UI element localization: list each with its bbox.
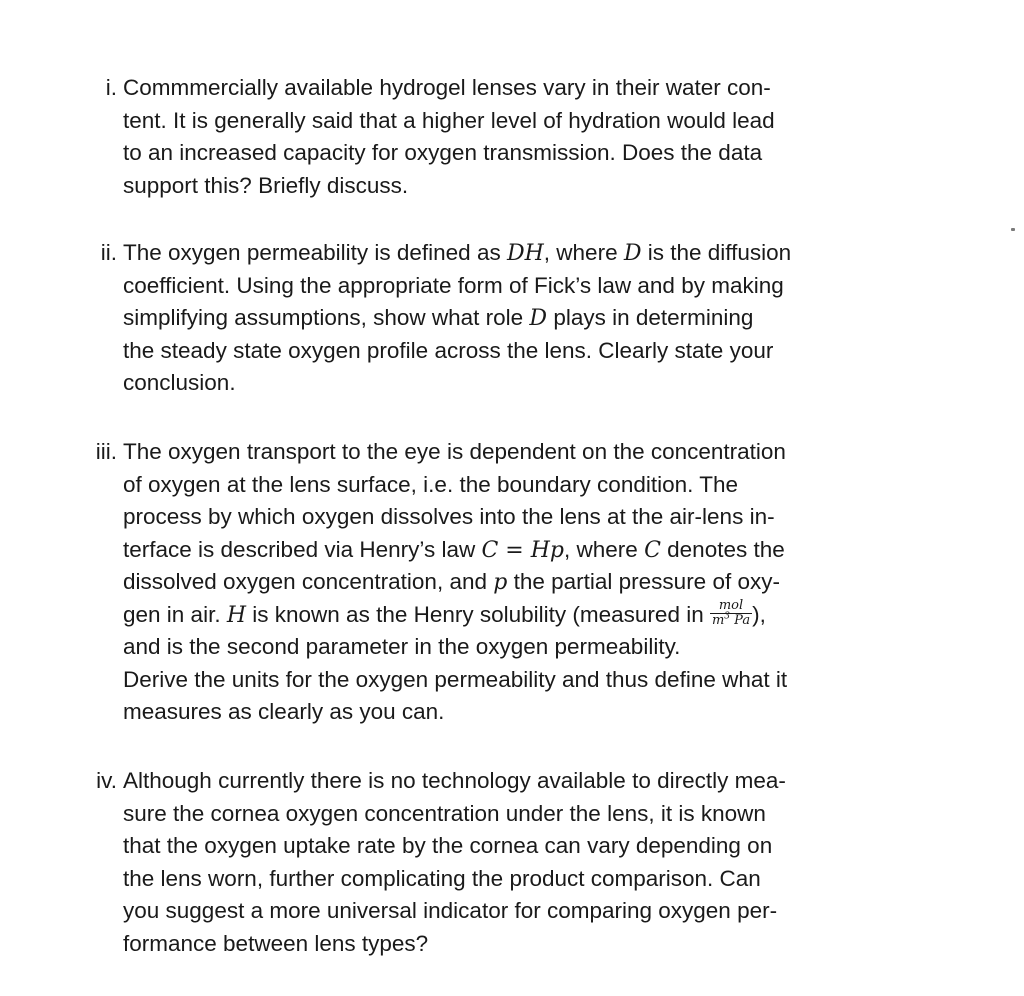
item-text-line: measures as clearly as you can.: [123, 699, 445, 724]
item-text-line: [123, 566, 780, 600]
text-span: The oxygen permeability is defined as: [123, 240, 507, 265]
text-span: dissolved oxygen concentration, and: [123, 569, 494, 594]
math-variable-dh: DH: [506, 241, 544, 266]
item-text-line: coefficient. Using the appropriate form of Fick’s law and by making: [123, 272, 784, 298]
item-text-line: support this? Briefly discuss.: [123, 172, 409, 198]
item-marker: iv.: [96, 768, 117, 793]
item-text-line: The oxygen transport to the eye is dependent on the concentration: [123, 439, 786, 464]
item-text-line: the steady state oxygen profile across the lens. Clearly state your: [123, 337, 774, 363]
item-text-line: [123, 534, 785, 568]
units-fraction: [710, 599, 752, 628]
text-span: gen in air.: [123, 601, 227, 627]
text-span: is known as the Henry solubility (measured in: [246, 601, 710, 627]
math-variable-p: p: [493, 570, 508, 595]
item-text-line: to an increased capacity for oxygen transmission. Does the data: [123, 140, 763, 165]
item-text-line: sure the cornea oxygen concentration under the lens, it is known: [123, 800, 766, 826]
fraction-numerator: mol: [710, 599, 752, 614]
item-text-line: Although currently there is no technology available to directly mea-: [123, 768, 786, 793]
item-text-line: conclusion.: [123, 370, 236, 395]
text-span: , where: [543, 240, 624, 265]
text-span: denotes the: [660, 536, 785, 562]
text-span: Pa: [730, 613, 751, 629]
math-variable-d: D: [623, 241, 642, 266]
math-henrys-law: C = Hp: [481, 537, 565, 563]
item-marker: ii.: [100, 240, 117, 265]
item-text-line: Commmercially available hydrogel lenses vary in their water con-: [123, 75, 771, 100]
fraction-denominator: [710, 611, 752, 629]
text-span: plays in determining: [547, 305, 754, 330]
item-text-line: tent. It is generally said that a higher level of hydration would lead: [123, 107, 775, 133]
margin-mark: [1011, 228, 1015, 231]
text-span: simplifying assumptions, show what role: [123, 305, 530, 330]
item-text-line: [123, 237, 791, 271]
math-variable-d: D: [529, 306, 548, 331]
text-span: terface is described via Henry’s law: [123, 536, 482, 562]
text-span: is the diffusion: [641, 240, 792, 265]
math-variable-c: C: [644, 537, 661, 563]
item-text-line: Derive the units for the oxygen permeability and thus define what it: [123, 666, 788, 692]
item-marker: i.: [105, 75, 117, 100]
item-text-line: process by which oxygen dissolves into the lens at the air-lens in-: [123, 504, 775, 529]
math-variable-h: H: [226, 602, 247, 628]
text-span: m: [711, 613, 725, 629]
item-text-line: and is the second parameter in the oxygen permeability.: [123, 634, 681, 659]
item-text-line: of oxygen at the lens surface, i.e. the boundary condition. The: [123, 471, 738, 497]
item-marker: iii.: [95, 439, 117, 464]
item-text-line: formance between lens types?: [123, 930, 429, 956]
text-span: ),: [752, 601, 766, 627]
text-span: , where: [564, 536, 645, 562]
item-text-line: [123, 302, 753, 336]
item-text-line: you suggest a more universal indicator for comparing oxygen per-: [123, 898, 778, 923]
item-text-line: the lens worn, further complicating the product comparison. Can: [123, 865, 761, 891]
exponent: 3: [724, 611, 731, 622]
item-text-line: [123, 599, 766, 633]
text-span: the partial pressure of oxy-: [507, 569, 780, 594]
item-text-line: that the oxygen uptake rate by the cornea can vary depending on: [123, 833, 773, 858]
